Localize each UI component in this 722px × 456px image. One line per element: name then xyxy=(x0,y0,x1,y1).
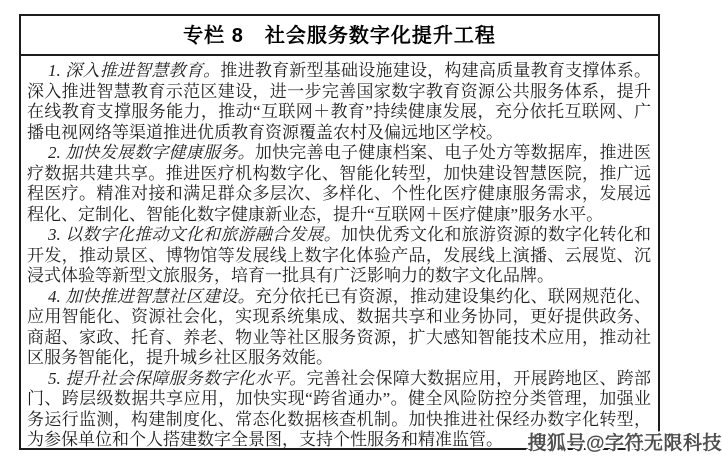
feature-box xyxy=(19,14,660,450)
paragraph-2 xyxy=(27,143,651,225)
paragraph-4-lead: 4. 加快推进智慧社区建设。 xyxy=(48,286,255,306)
paragraph-3 xyxy=(27,225,651,287)
paragraph-1 xyxy=(27,61,651,143)
paragraph-1-text: 推进教育新型基础设施建设，构建高质量教育支撑体系。深入推进智慧教育示范区建设，进一步完善国家数字教育资源公共服务体系，提升在线教育支撑服务能力，推动“互联网＋教育”持续健康发展，充分依托互联网、广播电视网络等渠道推进优质教育资源覆盖农村及偏远地区学校。 xyxy=(27,61,652,142)
paragraph-4 xyxy=(27,287,651,369)
paragraph-2-lead: 2. 加快发展数字健康服务。 xyxy=(48,143,255,162)
paragraph-5-lead: 5. 提升社会保障服务数字化水平。 xyxy=(48,368,307,388)
paragraph-2-text: 加快完善电子健康档案、电子处方等数据库，推进医疗数据共建共享。推进医疗机构数字化、智能化转型，加快建设智慧医院，推广远程医疗。精准对接和满足群众多层次、多样化、个性化医疗健康服务需求，发展远程化、定制化、智能化数字健康新业态，提升“互联网＋医疗健康”服务水平。 xyxy=(27,143,652,224)
sohu-watermark: 搜狐号@字符无限科技 xyxy=(527,433,722,454)
paragraph-3-text: 加快优秀文化和旅游资源的数字化转化和开发，推动景区、博物馆等发展线上数字化体验产品，发展线上演播、云展览、沉浸式体验等新型文旅服务，培育一批具有广泛影响力的数字文化品牌。 xyxy=(27,225,651,285)
panel-title: 专栏 8 社会服务数字化提升工程 xyxy=(21,16,658,56)
paragraph-4-text: 充分依托已有资源，推动建设集约化、联网规范化、应用智能化、资源社会化，实现系统集成、数据共享和业务协同，更好提供政务、商超、家政、托育、养老、物业等社区服务资源，扩大感知智能技术应用，推动社区服务智能化，提升城乡社区服务效能。 xyxy=(27,286,652,367)
panel-body xyxy=(21,56,658,451)
paragraph-1-lead: 1. 深入推进智慧教育。 xyxy=(48,61,221,80)
paragraph-3-lead: 3. 以数字化推动文化和旅游融合发展。 xyxy=(48,225,341,244)
paragraph-5-text: 完善社会保障大数据应用，开展跨地区、跨部门、跨层级数据共享应用，加快实现“跨省通办”。健全风险防控分类管理，加强业务运行监测，构建制度化、常态化数据核查机制。加快推进社保经办数字化转型，为参保单位和个人搭建数字全景图，支持个性服务和精准监管。 xyxy=(27,368,652,449)
